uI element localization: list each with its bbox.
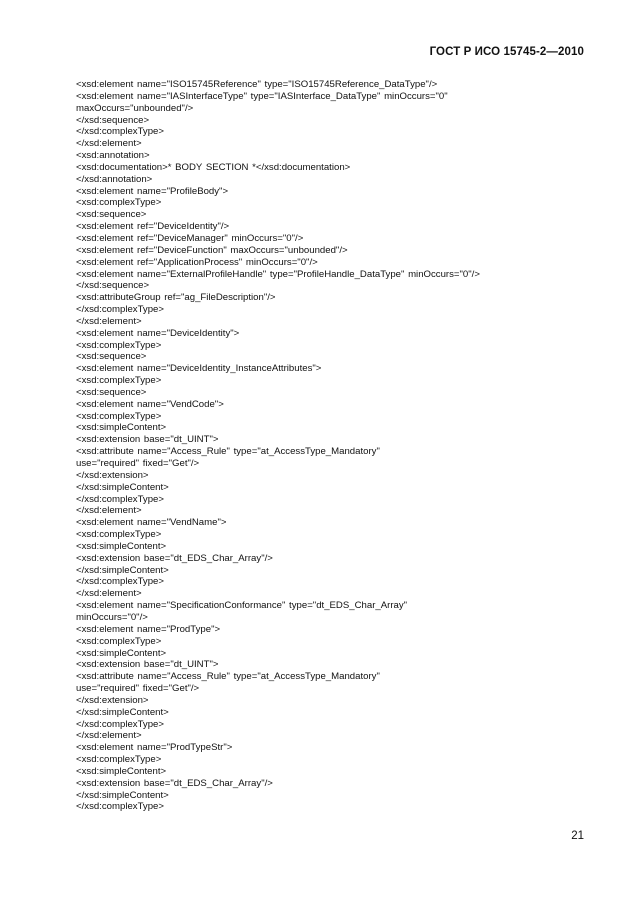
code-line: </xsd:extension> bbox=[76, 694, 149, 706]
code-line: </xsd:annotation> bbox=[76, 173, 153, 185]
code-line: <xsd:simpleContent> bbox=[76, 647, 167, 659]
code-line: <xsd:extension base="dt_UINT"> bbox=[76, 659, 219, 671]
code-line: </xsd:complexType> bbox=[76, 718, 164, 730]
code-line: <xsd:sequence> bbox=[76, 351, 147, 363]
code-line: <xsd:element name="ProdTypeStr"> bbox=[76, 742, 233, 754]
code-line: <xsd:complexType> bbox=[76, 529, 162, 541]
code-line: <xsd:attributeGroup ref="ag_FileDescription"/> bbox=[76, 292, 276, 304]
code-line: <xsd:simpleContent> bbox=[76, 540, 167, 552]
code-line: </xsd:complexType> bbox=[76, 801, 164, 813]
code-line: <xsd:element name="SpecificationConformance" type="dt_EDS_Char_Array" bbox=[76, 600, 408, 612]
code-line: <xsd:complexType> bbox=[76, 754, 162, 766]
code-line: </xsd:element> bbox=[76, 588, 142, 600]
xsd-code-listing bbox=[76, 79, 586, 813]
code-line: <xsd:complexType> bbox=[76, 410, 162, 422]
code-line: </xsd:element> bbox=[76, 315, 142, 327]
code-line: <xsd:element name="ExternalProfileHandle" type="ProfileHandle_DataType" minOccurs="0"/> bbox=[76, 268, 480, 280]
document-header: ГОСТ Р ИСО 15745-2—2010 bbox=[429, 46, 584, 58]
code-line: use="required" fixed="Get"/> bbox=[76, 683, 200, 695]
code-line: <xsd:complexType> bbox=[76, 197, 162, 209]
code-line: <xsd:element name="ProfileBody"> bbox=[76, 185, 229, 197]
code-line: </xsd:complexType> bbox=[76, 304, 164, 316]
code-line: <xsd:attribute name="Access_Rule" type="at_AccessType_Mandatory" bbox=[76, 446, 380, 458]
code-line: <xsd:complexType> bbox=[76, 339, 162, 351]
code-line: <xsd:complexType> bbox=[76, 635, 162, 647]
code-line: </xsd:complexType> bbox=[76, 493, 164, 505]
code-line: </xsd:simpleContent> bbox=[76, 481, 169, 493]
code-line: <xsd:element name="VendName"> bbox=[76, 517, 227, 529]
code-line: </xsd:extension> bbox=[76, 469, 149, 481]
code-line: <xsd:element name="DeviceIdentity"> bbox=[76, 327, 240, 339]
code-line: maxOccurs="unbounded"/> bbox=[76, 102, 194, 114]
code-line: <xsd:extension base="dt_UINT"> bbox=[76, 434, 219, 446]
code-line: </xsd:simpleContent> bbox=[76, 706, 169, 718]
code-line: <xsd:element name="ProdType"> bbox=[76, 623, 221, 635]
code-line: <xsd:element ref="DeviceIdentity"/> bbox=[76, 221, 230, 233]
code-line: </xsd:complexType> bbox=[76, 576, 164, 588]
code-line: <xsd:element ref="ApplicationProcess" minOccurs="0"/> bbox=[76, 256, 318, 268]
code-line: <xsd:attribute name="Access_Rule" type="at_AccessType_Mandatory" bbox=[76, 671, 380, 683]
code-line: use="required" fixed="Get"/> bbox=[76, 458, 200, 469]
code-line: <xsd:sequence> bbox=[76, 209, 147, 221]
code-line: <xsd:simpleContent> bbox=[76, 422, 167, 434]
code-line: </xsd:element> bbox=[76, 138, 142, 150]
code-line: <xsd:annotation> bbox=[76, 150, 150, 162]
code-line: <xsd:extension base="dt_EDS_Char_Array"/> bbox=[76, 552, 273, 564]
code-line: </xsd:complexType> bbox=[76, 126, 164, 138]
code-line: minOccurs="0"/> bbox=[76, 611, 148, 623]
code-line: <xsd:documentation>* BODY SECTION *</xsd:documentation> bbox=[76, 161, 351, 173]
code-line: <xsd:element name="ISO15745Reference" type="ISO15745Reference_DataType"/> bbox=[76, 79, 438, 90]
code-line: <xsd:element name="DeviceIdentity_InstanceAttributes"> bbox=[76, 363, 322, 375]
code-line: <xsd:sequence> bbox=[76, 386, 147, 398]
code-line: </xsd:element> bbox=[76, 505, 142, 517]
code-line: </xsd:simpleContent> bbox=[76, 564, 169, 576]
code-line: <xsd:complexType> bbox=[76, 375, 162, 387]
code-line: <xsd:element name="VendCode"> bbox=[76, 398, 224, 410]
page-number: 21 bbox=[571, 830, 584, 842]
code-line: <xsd:element ref="DeviceFunction" maxOccurs="unbounded"/> bbox=[76, 244, 348, 256]
code-line: </xsd:sequence> bbox=[76, 280, 150, 292]
code-line: <xsd:extension base="dt_EDS_Char_Array"/> bbox=[76, 777, 273, 789]
code-line: <xsd:element name="IASInterfaceType" type="IASInterface_DataType" minOccurs="0" bbox=[76, 90, 448, 102]
code-line: <xsd:simpleContent> bbox=[76, 765, 167, 777]
code-line: </xsd:simpleContent> bbox=[76, 789, 169, 801]
code-line: </xsd:sequence> bbox=[76, 114, 150, 126]
code-line: <xsd:element ref="DeviceManager" minOccurs="0"/> bbox=[76, 232, 304, 244]
code-line: </xsd:element> bbox=[76, 730, 142, 742]
